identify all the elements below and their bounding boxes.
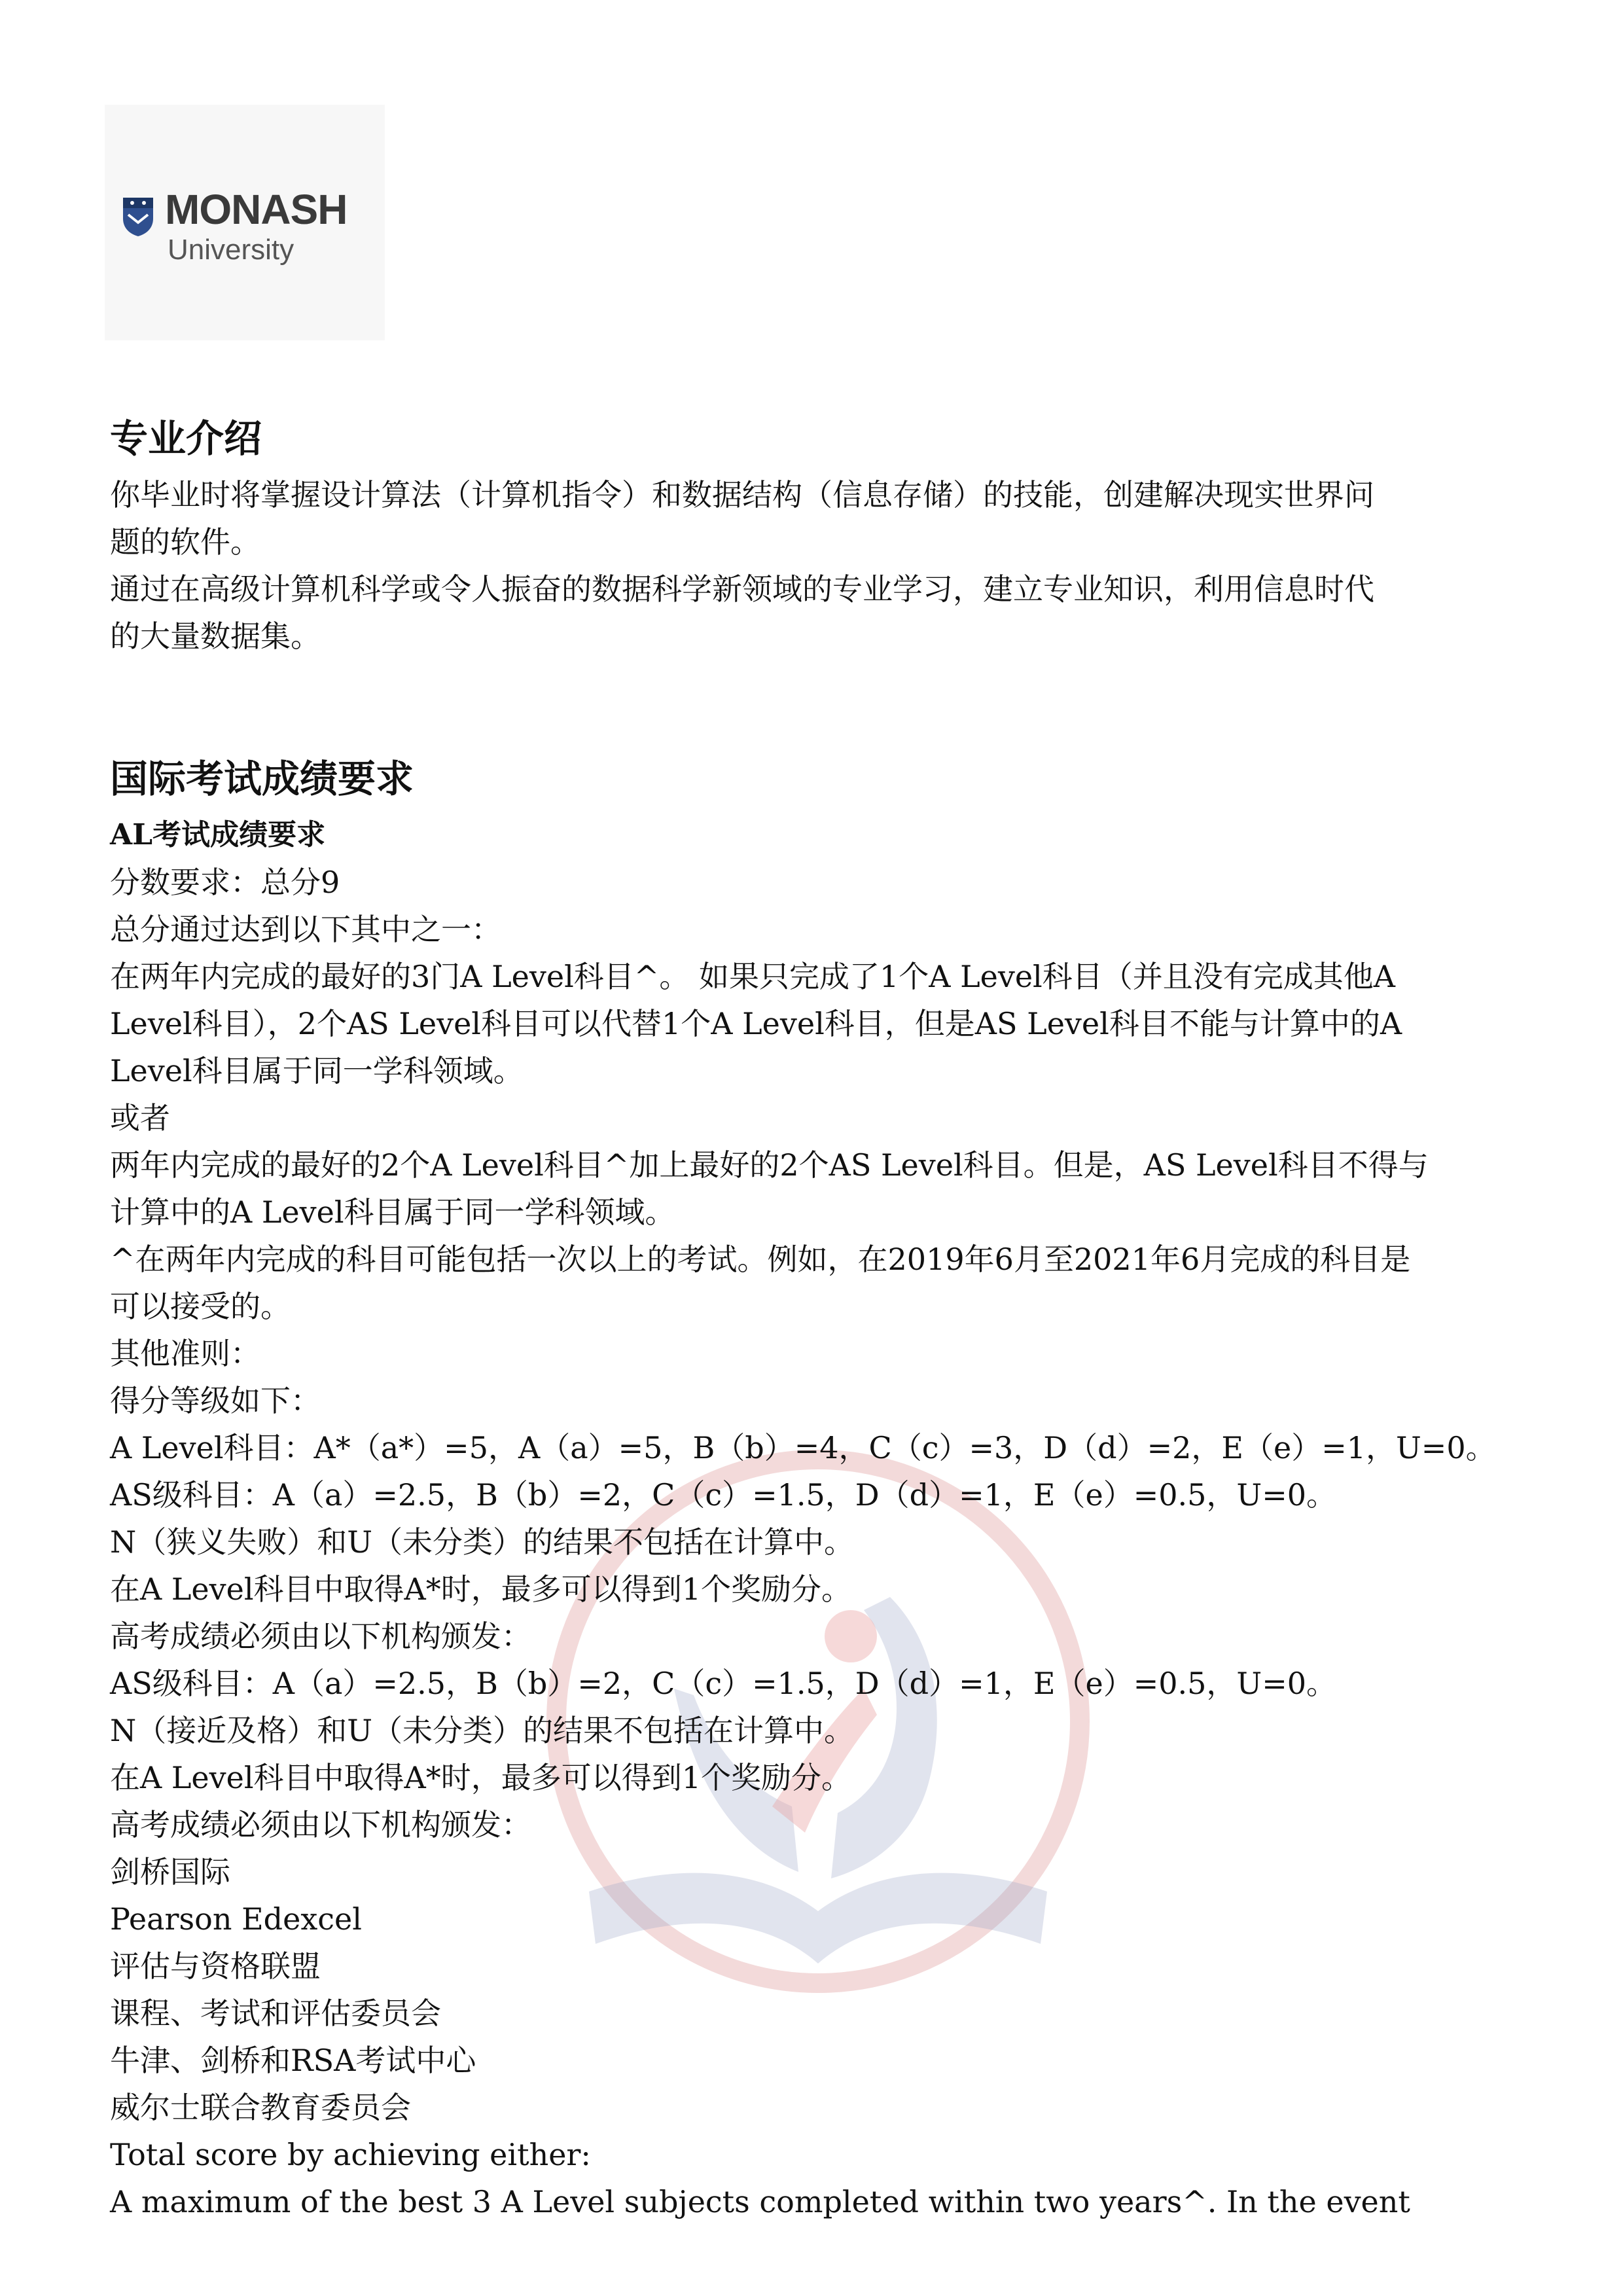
requirement-line: Pearson Edexcel (110, 1901, 362, 1937)
requirement-line: A Level科目：A*（a*）=5，A（a）=5，B（b）=4，C（c）=3，D（d）=2，E（e）=1，U=0。 (110, 1430, 1496, 1465)
requirement-line: A maximum of the best 3 A Level subjects completed within two years^. In the event (110, 2184, 1410, 2219)
intro-line: 通过在高级计算机科学或令人振奋的数据科学新领域的专业学习，建立专业知识，利用信息时代 (110, 571, 1374, 607)
requirement-line: 在A Level科目中取得A*时，最多可以得到1个奖励分。 (110, 1760, 852, 1795)
requirement-line: Total score by achieving either: (110, 2137, 591, 2172)
requirement-line: 高考成绩必须由以下机构颁发： (110, 1619, 531, 1654)
requirement-line: AS级科目：A（a）=2.5，B（b）=2，C（c）=1.5，D（d）=1，E（e）=0.5，U=0。 (110, 1477, 1337, 1513)
requirement-line: 可以接受的。 (110, 1289, 291, 1324)
requirements-heading: 国际考试成绩要求 (110, 757, 414, 801)
requirement-line: 在A Level科目中取得A*时，最多可以得到1个奖励分。 (110, 1571, 852, 1607)
logo-name: MONASH (165, 186, 348, 233)
requirement-line: 牛津、剑桥和RSA考试中心 (110, 2043, 476, 2078)
al-requirements-subheading: AL考试成绩要求 (110, 818, 326, 852)
intro-line: 的大量数据集。 (110, 619, 321, 654)
requirement-line: 分数要求：总分9 (110, 865, 340, 900)
requirement-line: 得分等级如下： (110, 1383, 321, 1418)
requirement-line: 两年内完成的最好的2个A Level科目^加上最好的2个AS Level科目。但是，AS Level科目不得与 (110, 1147, 1429, 1183)
intro-line: 你毕业时将掌握设计算法（计算机指令）和数据结构（信息存储）的技能，创建解决现实世界问 (110, 477, 1374, 512)
requirement-line: 高考成绩必须由以下机构颁发： (110, 1807, 531, 1842)
requirement-line: 总分通过达到以下其中之一： (110, 912, 501, 947)
requirement-line: N（接近及格）和U（未分类）的结果不包括在计算中。 (110, 1713, 855, 1748)
university-logo (105, 105, 385, 340)
requirement-line: 剑桥国际 (110, 1854, 230, 1890)
requirement-line: 课程、考试和评估委员会 (110, 1996, 441, 2031)
requirement-line: ^在两年内完成的科目可能包括一次以上的考试。例如，在2019年6月至2021年6月完成的科目是 (110, 1242, 1411, 1277)
intro-line: 题的软件。 (110, 524, 260, 560)
logo-subname: University (168, 234, 294, 266)
document-body (110, 406, 1530, 2225)
requirement-line: 其他准则： (110, 1336, 260, 1371)
requirement-line: Level科目），2个AS Level科目可以代替1个A Level科目，但是AS Level科目不能与计算中的A (110, 1006, 1402, 1041)
intro-heading: 专业介绍 (110, 416, 262, 461)
shield-icon (122, 196, 154, 237)
requirement-line: 在两年内完成的最好的3门A Level科目^。 如果只完成了1个A Level科目（并且没有完成其他A (110, 959, 1395, 994)
requirement-line: Level科目属于同一学科领域。 (110, 1053, 524, 1088)
requirement-line: 评估与资格联盟 (110, 1948, 321, 1984)
requirement-line: AS级科目：A（a）=2.5，B（b）=2，C（c）=1.5，D（d）=1，E（e）=0.5，U=0。 (110, 1666, 1337, 1701)
requirement-line: 或者 (110, 1100, 170, 1136)
requirement-line: 威尔士联合教育委员会 (110, 2090, 411, 2125)
requirement-line: N（狭义失败）和U（未分类）的结果不包括在计算中。 (110, 1524, 855, 1560)
requirement-line: 计算中的A Level科目属于同一学科领域。 (110, 1194, 675, 1230)
